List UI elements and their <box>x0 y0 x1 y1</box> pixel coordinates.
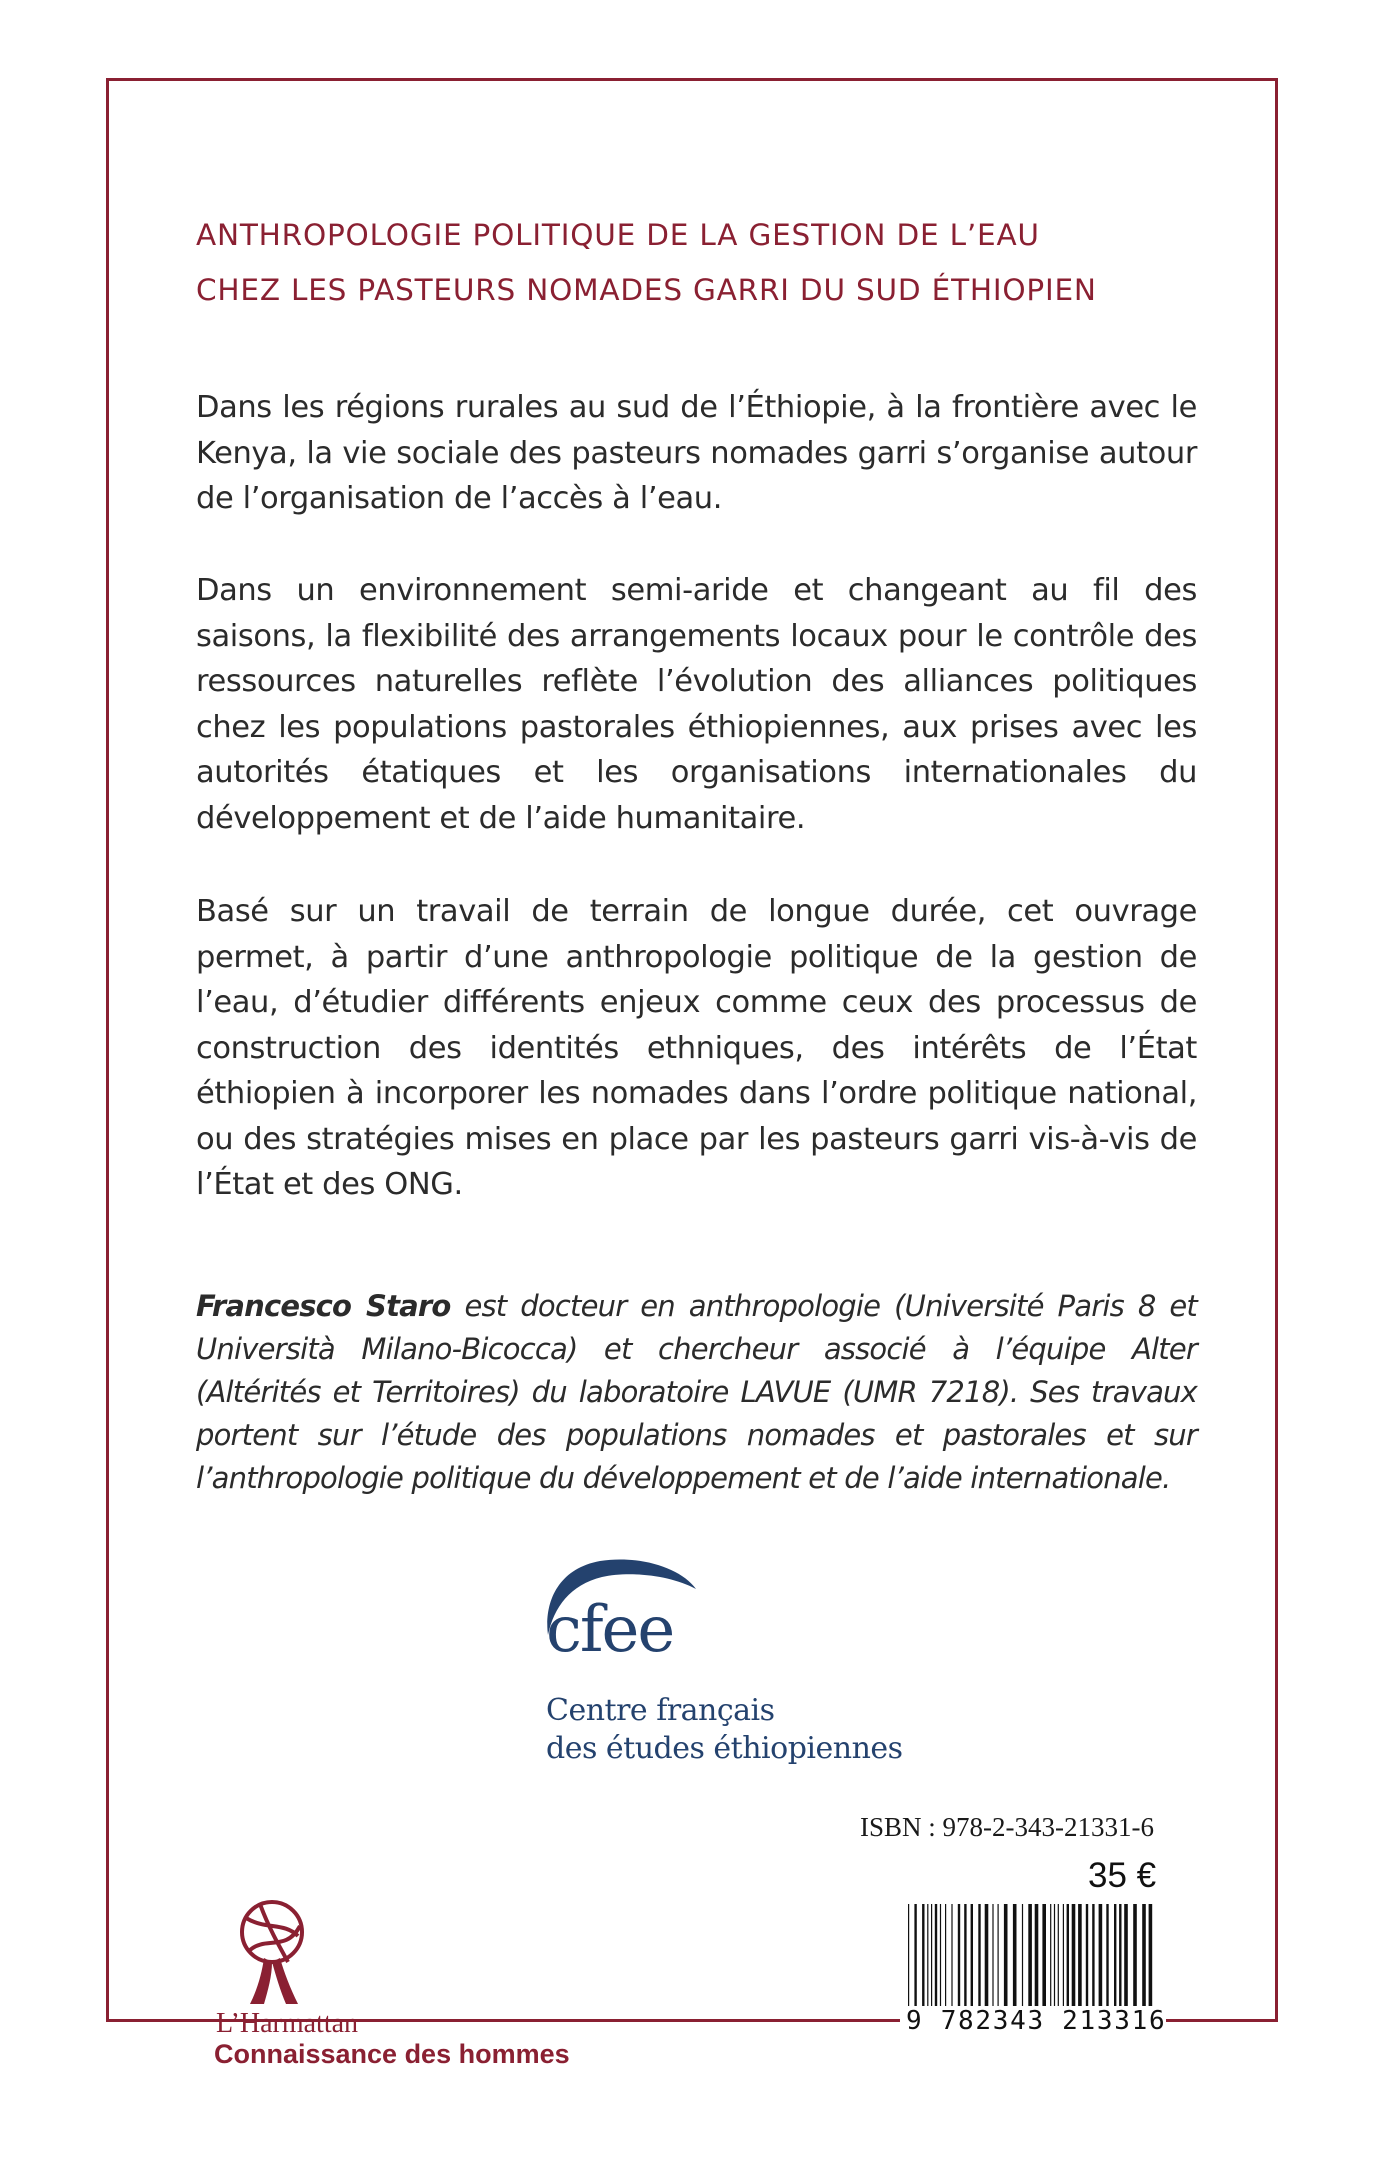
barcode-bar <box>1063 1904 1064 2006</box>
barcode-bar <box>971 1904 973 2006</box>
barcode-bar <box>1124 1904 1128 2006</box>
publisher-name: L’Harmattan <box>216 2008 359 2039</box>
barcode-bar <box>1067 1904 1069 2006</box>
barcode-bar <box>958 1904 960 2006</box>
author-bio <box>196 1285 1197 1500</box>
barcode-bar <box>1072 1904 1076 2006</box>
isbn: ISBN : 978-2-343-21331-6 <box>860 1812 1154 1842</box>
barcode-bar <box>1013 1904 1017 2006</box>
barcode-bar <box>945 1904 946 2006</box>
barcode-bar <box>1022 1904 1023 2006</box>
book-title-line-2: CHEZ LES PASTEURS NOMADES GARRI DU SUD ÉTHIOPIEN <box>196 273 1097 307</box>
barcode-bar <box>978 1904 980 2006</box>
barcode-bar <box>951 1904 952 2006</box>
barcode-bar <box>985 1904 989 2006</box>
barcode-bar <box>1114 1904 1116 2006</box>
summary-paragraph-3: Basé sur un travail de terrain de longue durée, cet ouvrage permet, à partir d’une anthropologie politique de la gestion de l’eau, d’étudier différents enjeux comme ceux des processus de construction des identités ethniques, des intérêts de l’État éthiopien à incorporer les nomades dans l’ordre politique national, ou des stratégies mises en place par les pasteurs garri vis-à-vis de l’État et des ONG. <box>196 894 1197 1202</box>
barcode-bar <box>964 1904 966 2006</box>
barcode-bar <box>935 1904 937 2006</box>
barcode-bar <box>1028 1904 1032 2006</box>
cfee-name-line-2: des études éthiopiennes <box>546 1731 903 1766</box>
book-title-line-1: ANTHROPOLOGIE POLITIQUE DE LA GESTION DE L’EAU <box>196 218 1040 252</box>
barcode-bar <box>992 1904 993 2006</box>
barcode-bar <box>927 1904 928 2006</box>
cfee-name-line-1: Centre français <box>546 1693 775 1728</box>
barcode-bar <box>940 1904 941 2006</box>
barcode-bar <box>1078 1904 1082 2006</box>
cfee-name <box>546 1692 903 1768</box>
barcode-bar <box>1092 1904 1094 2006</box>
barcode-bar <box>998 1904 999 2006</box>
harmattan-logo-icon <box>206 1892 336 2008</box>
barcode-bar <box>1042 1904 1046 2006</box>
barcode-digits: 9 782343 213316 <box>906 2006 1167 2036</box>
barcode-bar <box>1099 1904 1103 2006</box>
barcode-bar <box>1142 1904 1146 2006</box>
summary-paragraph-2: Dans un environnement semi-aride et changeant au fil des saisons, la flexibilité des arrangements locaux pour le contrôle des ressources naturelles reflète l’évolution des alliances politiques chez les populations pastorales éthiopiennes, aux prises avec les autorités étatiques et les organisations internationales du développement et de l’aide humanitaire. <box>196 573 1197 836</box>
barcode-bar <box>931 1904 932 2006</box>
barcode-bar <box>1133 1904 1137 2006</box>
author-name: Francesco Staro <box>196 1289 451 1323</box>
cfee-logo <box>540 1555 700 1655</box>
barcode-bar <box>1004 1904 1008 2006</box>
price: 35 € <box>1088 1856 1157 1895</box>
barcode-bar <box>1149 1904 1153 2006</box>
barcode-bar <box>922 1904 924 2006</box>
barcode-bar <box>1119 1904 1121 2006</box>
barcode-bar <box>1106 1904 1108 2006</box>
author-bio-text: est docteur en anthropologie (Université Paris 8 et Università Milano-Bicocca) et chercheur associé à l’équipe Alter (Altérités et Territoires) du laboratoire LAVUE (UMR 7218). Ses travaux portent sur l’étude des populations nomades et pastorales et sur l’anthropologie politique du développement et de l’aide internationale. <box>196 1289 1198 1495</box>
cfee-logo-text: cfee <box>546 1593 674 1655</box>
barcode-bar <box>1050 1904 1051 2006</box>
summary-paragraph-1: Dans les régions rurales au sud de l’Éthiopie, à la frontière avec le Kenya, la vie sociale des pasteurs nomades garri s’organise autour de l’organisation de l’accès à l’eau. <box>196 390 1197 516</box>
barcode-bar <box>1086 1904 1088 2006</box>
publisher-tagline: Connaissance des hommes <box>214 2039 570 2069</box>
barcode-bar <box>1035 1904 1039 2006</box>
